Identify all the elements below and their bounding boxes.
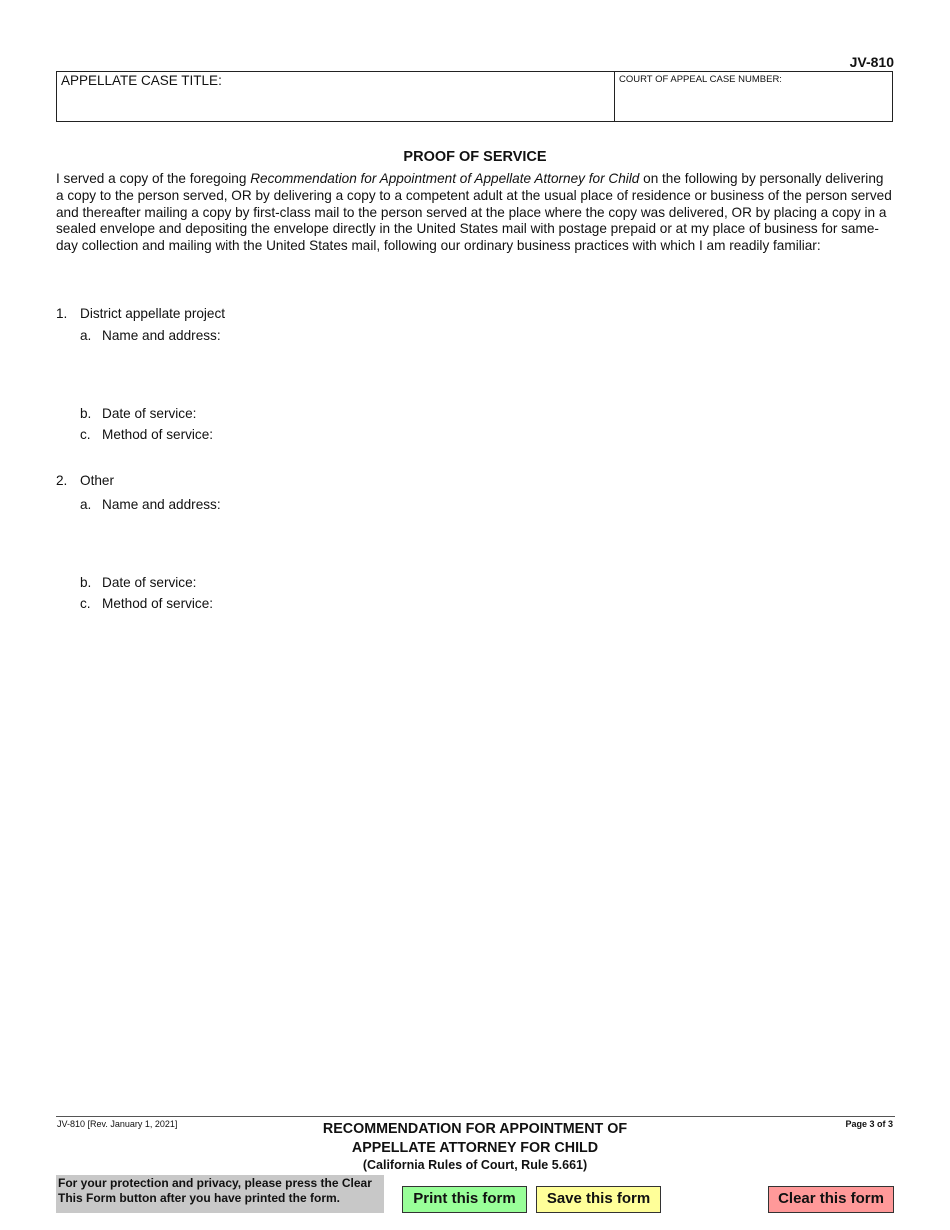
appellate-case-title-label: APPELLATE CASE TITLE:: [61, 73, 222, 88]
footer-title-line-1: RECOMMENDATION FOR APPOINTMENT OF: [322, 1121, 628, 1137]
case-header-box: [56, 71, 893, 122]
court-of-appeal-case-number-field[interactable]: [615, 72, 892, 121]
page-number: Page 3 of 3: [845, 1119, 893, 1129]
item-2a-name-address-label: Name and address:: [102, 497, 221, 512]
item-1b-date-label: Date of service:: [102, 406, 197, 421]
form-id: JV-810: [849, 54, 894, 70]
item-1c-letter: c.: [80, 427, 91, 442]
item-1-label: District appellate project: [80, 306, 226, 321]
intro-text-start: I served a copy of the foregoing: [56, 171, 251, 186]
intro-text-end: on the following by personally delivering a copy to the person served, OR by delivering a copy to a competent adult at the usual place of residence or business of the person served and thereafter mailing a copy by first-class mail to the person served at the place where the copy was delivered, OR by placing a copy in a sealed envelope and depositing the envelope directly in the United States mail with postage prepaid or at my place of business for same-day collection and mailing with the United States mail, following our ordinary business practices with which I am readily familiar:: [56, 171, 892, 254]
footer-rule-citation: (California Rules of Court, Rule 5.661): [362, 1158, 588, 1172]
item-1a-letter: a.: [80, 328, 92, 343]
save-form-button[interactable]: Save this form: [536, 1186, 661, 1213]
revision-label: JV-810 [Rev. January 1, 2021]: [57, 1119, 178, 1129]
footer-title: [0, 1120, 950, 1158]
footer-title-line-2: APPELLATE ATTORNEY FOR CHILD: [351, 1140, 599, 1156]
item-2b-letter: b.: [80, 575, 92, 590]
footer-divider: [56, 1116, 895, 1117]
item-2-label: Other: [80, 473, 114, 488]
item-1-number: 1.: [56, 306, 68, 321]
item-2-number: 2.: [56, 473, 68, 488]
item-2a-letter: a.: [80, 497, 92, 512]
print-form-button[interactable]: Print this form: [402, 1186, 527, 1213]
intro-document-title: Recommendation for Appointment of Appellate Attorney for Child: [250, 171, 640, 186]
privacy-notice: For your protection and privacy, please press the Clear This Form button after you have printed the form.: [56, 1175, 384, 1213]
item-2c-method-label: Method of service:: [102, 596, 214, 611]
appellate-case-title-field[interactable]: [57, 72, 615, 121]
item-1c-method-label: Method of service:: [102, 427, 214, 442]
item-2c-letter: c.: [80, 596, 91, 611]
section-title: PROOF OF SERVICE: [403, 149, 547, 165]
intro-paragraph: [56, 171, 894, 255]
item-1b-letter: b.: [80, 406, 92, 421]
item-2b-date-label: Date of service:: [102, 575, 197, 590]
court-of-appeal-case-number-label: COURT OF APPEAL CASE NUMBER:: [619, 74, 782, 85]
item-1a-name-address-label: Name and address:: [102, 328, 221, 343]
clear-form-button[interactable]: Clear this form: [768, 1186, 894, 1213]
